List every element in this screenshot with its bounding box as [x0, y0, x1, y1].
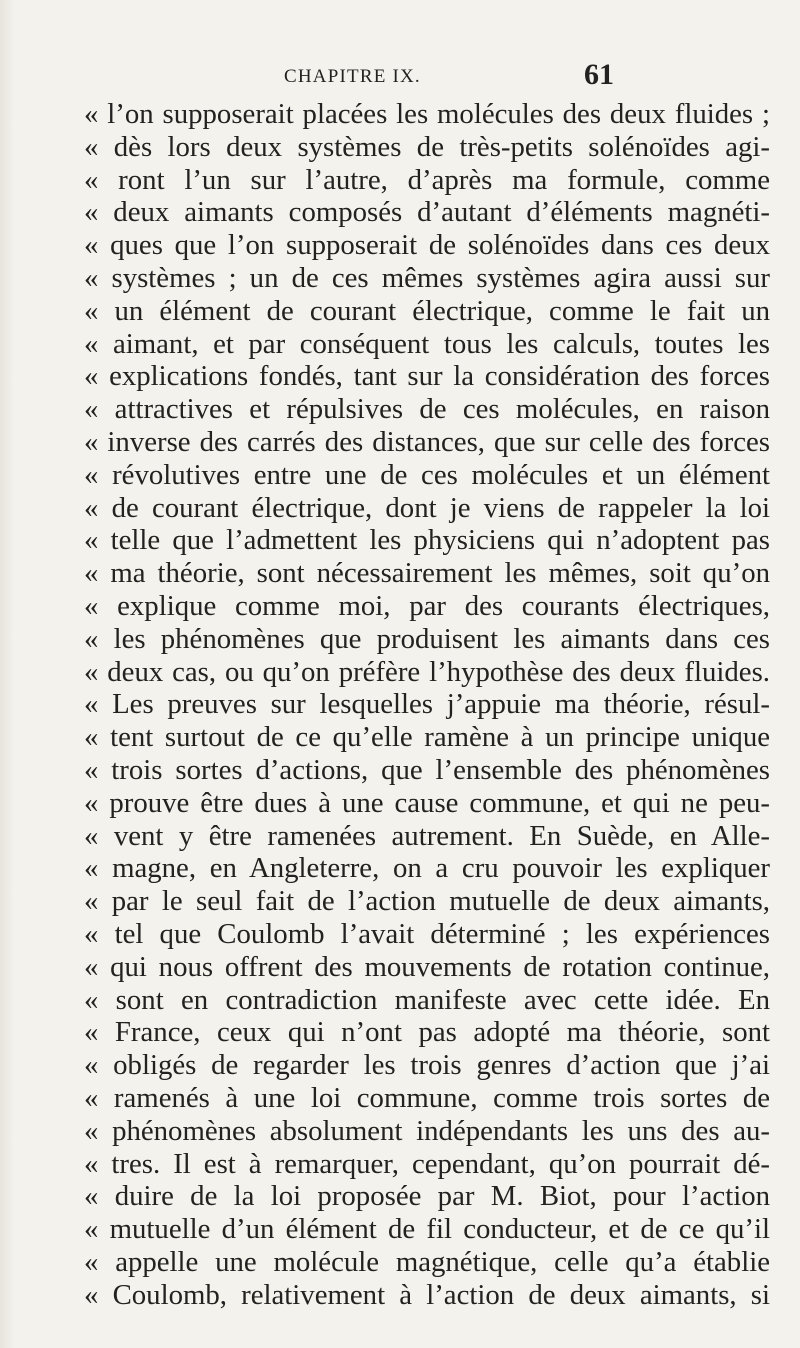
- text-line: « vent y être ramenées autrement. En Suède, en Alle-: [84, 819, 770, 852]
- text-line: « ront l’un sur l’autre, d’après ma formule, comme: [84, 163, 770, 196]
- text-line: « deux cas, ou qu’on préfère l’hypothèse des deux fluides.: [84, 655, 770, 688]
- text-line: « systèmes ; un de ces mêmes systèmes agira aussi sur: [84, 261, 770, 294]
- text-line: « de courant électrique, dont je viens de rappeler la loi: [84, 491, 770, 524]
- text-line: « attractives et répulsives de ces molécules, en raison: [84, 393, 770, 426]
- text-line: « Coulomb, relativement à l’action de deux aimants, si: [84, 1278, 770, 1311]
- text-line: « obligés de regarder les trois genres d’action que j’ai: [84, 1049, 770, 1082]
- text-line: « révolutives entre une de ces molécules et un élément: [84, 458, 770, 491]
- page-number: 61: [584, 58, 614, 91]
- text-line: « phénomènes absolument indépendants les uns des au-: [84, 1114, 770, 1147]
- text-line: « explications fondés, tant sur la considération des forces: [84, 360, 770, 393]
- text-line: « aimant, et par conséquent tous les calculs, toutes les: [84, 327, 770, 360]
- text-line: « mutuelle d’un élément de fil conducteur, et de ce qu’il: [84, 1213, 770, 1246]
- text-line: « tel que Coulomb l’avait déterminé ; les expériences: [84, 917, 770, 950]
- text-line: « trois sortes d’actions, que l’ensemble des phénomènes: [84, 753, 770, 786]
- text-line: « appelle une molécule magnétique, celle qu’a établie: [84, 1245, 770, 1278]
- text-line: « magne, en Angleterre, on a cru pouvoir les expliquer: [84, 852, 770, 885]
- text-line: « duire de la loi proposée par M. Biot, pour l’action: [84, 1180, 770, 1213]
- text-line: « tres. Il est à remarquer, cependant, qu’on pourrait dé-: [84, 1147, 770, 1180]
- text-line: « explique comme moi, par des courants électriques,: [84, 589, 770, 622]
- text-line: « qui nous offrent des mouvements de rotation continue,: [84, 950, 770, 983]
- text-line: « ma théorie, sont nécessairement les mêmes, soit qu’on: [84, 557, 770, 590]
- running-head: [200, 58, 614, 98]
- text-line: « inverse des carrés des distances, que sur celle des forces: [84, 425, 770, 458]
- text-line: « dès lors deux systèmes de très-petits solénoïdes agi-: [84, 130, 770, 163]
- text-body: [84, 98, 770, 1311]
- text-line: « ques que l’on supposerait de solénoïdes dans ces deux: [84, 229, 770, 262]
- text-line: « prouve être dues à une cause commune, et qui ne peu-: [84, 786, 770, 819]
- text-line: « par le seul fait de l’action mutuelle de deux aimants,: [84, 885, 770, 918]
- text-line: « France, ceux qui n’ont pas adopté ma théorie, sont: [84, 1016, 770, 1049]
- text-line: « telle que l’admettent les physiciens qui n’adoptent pas: [84, 524, 770, 557]
- page-gutter-shadow: [0, 0, 14, 1348]
- text-line: « deux aimants composés d’autant d’éléments magnéti-: [84, 196, 770, 229]
- text-line: « Les preuves sur lesquelles j’appuie ma théorie, résul-: [84, 688, 770, 721]
- text-line: « l’on supposerait placées les molécules des deux fluides ;: [84, 98, 770, 130]
- text-line: « un élément de courant électrique, comme le fait un: [84, 294, 770, 327]
- text-line: « les phénomènes que produisent les aimants dans ces: [84, 622, 770, 655]
- text-line: « tent surtout de ce qu’elle ramène à un principe unique: [84, 721, 770, 754]
- chapter-title: CHAPITRE IX.: [284, 66, 421, 87]
- text-line: « sont en contradiction manifeste avec cette idée. En: [84, 983, 770, 1016]
- text-line: « ramenés à une loi commune, comme trois sortes de: [84, 1081, 770, 1114]
